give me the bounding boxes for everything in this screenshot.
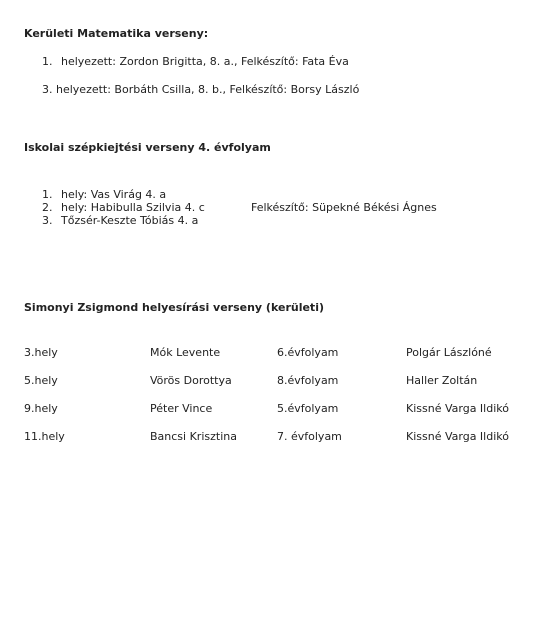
list-item <box>42 55 349 68</box>
list-item-text: hely: Habibulla Szilvia 4. c <box>61 201 205 214</box>
result-place: 5.hely <box>24 374 58 387</box>
list-item-text: 3. helyezett: Borbáth Csilla, 8. b., Felkészítő: Borsy László <box>42 83 360 96</box>
result-grade: 7. évfolyam <box>277 430 342 443</box>
list-item-text: helyezett: Zordon Brigitta, 8. a., Felkészítő: Fata Éva <box>61 55 349 68</box>
result-teacher: Kissné Varga Ildikó <box>406 430 509 443</box>
result-teacher: Haller Zoltán <box>406 374 478 387</box>
section-heading-spelling: Simonyi Zsigmond helyesírási verseny (kerületi) <box>24 301 324 314</box>
result-student: Vörös Dorottya <box>150 374 232 387</box>
result-teacher: Polgár Lászlóné <box>406 346 492 359</box>
result-place: 11.hely <box>24 430 65 443</box>
list-item <box>42 188 166 201</box>
list-item-number: 1. <box>42 188 53 201</box>
list-item <box>42 83 359 96</box>
teacher-label: Felkészítő: Süpekné Békési Ágnes <box>251 201 437 214</box>
section-heading-math: Kerületi Matematika verseny: <box>24 27 209 40</box>
list-item-number: 2. <box>42 201 53 214</box>
result-student: Péter Vince <box>150 402 213 415</box>
result-place: 9.hely <box>24 402 58 415</box>
result-grade: 8.évfolyam <box>277 374 339 387</box>
section-heading-recitation: Iskolai szépkiejtési verseny 4. évfolyam <box>24 141 271 154</box>
result-teacher: Kissné Varga Ildikó <box>406 402 509 415</box>
list-item <box>42 214 198 227</box>
list-item <box>42 201 205 214</box>
list-item-number: 3. <box>42 214 53 227</box>
result-grade: 6.évfolyam <box>277 346 339 359</box>
list-item-text: Tőzsér-Keszte Tóbiás 4. a <box>61 214 199 227</box>
list-item-number: 1. <box>42 55 53 68</box>
result-place: 3.hely <box>24 346 58 359</box>
result-student: Mók Levente <box>150 346 221 359</box>
result-grade: 5.évfolyam <box>277 402 339 415</box>
list-item-text: hely: Vas Virág 4. a <box>61 188 167 201</box>
result-student: Bancsi Krisztina <box>150 430 237 443</box>
